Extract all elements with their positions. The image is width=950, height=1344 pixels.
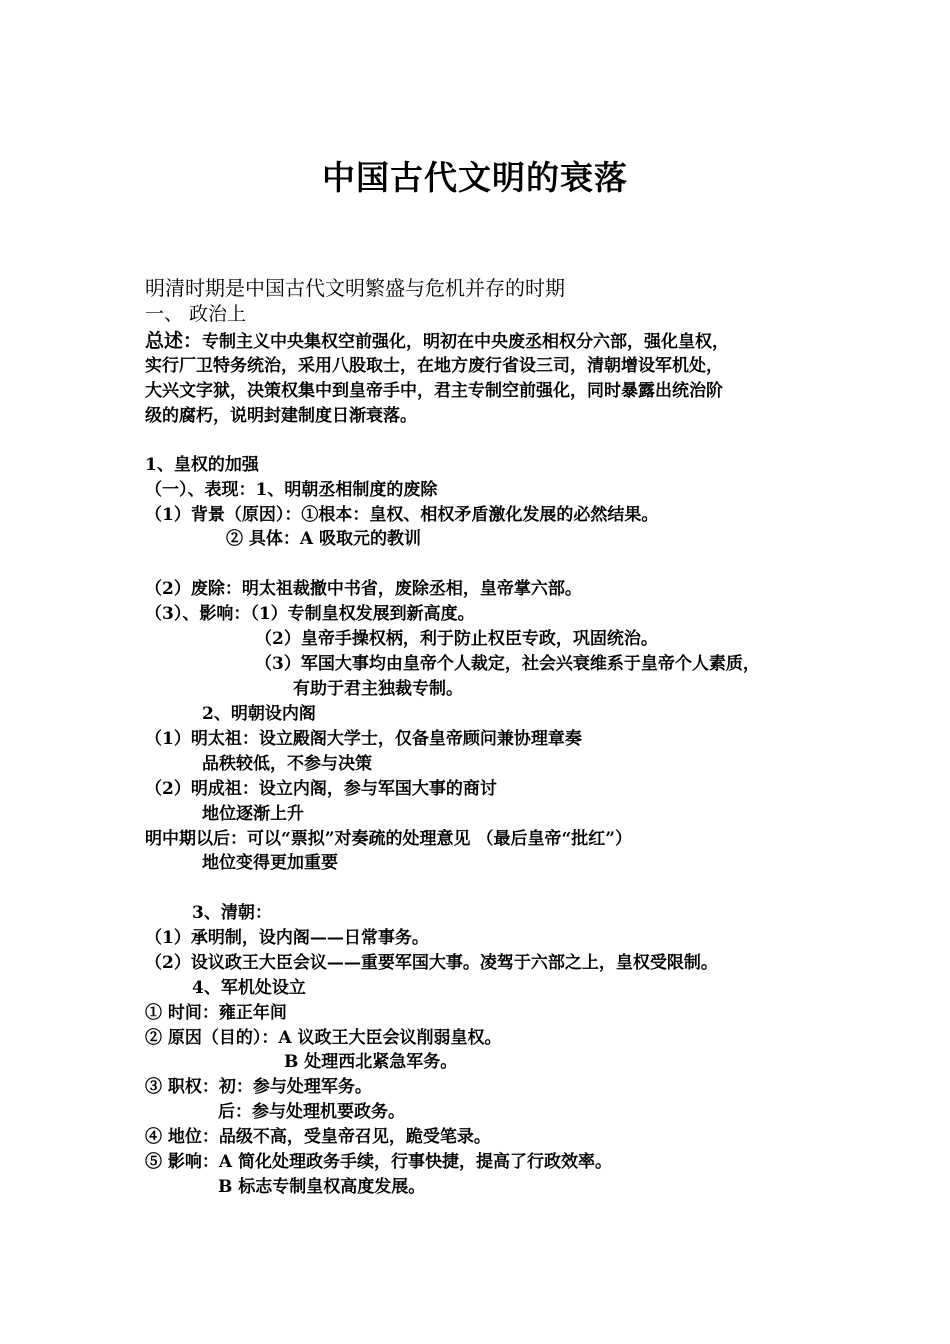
text-line: （2）明成祖：设立内阁，参与军国大事的商讨 — [145, 779, 497, 799]
subheading: 1、皇权的加强 — [145, 455, 259, 475]
text-line: （一）、表现：1、明朝丞相制度的废除 — [145, 480, 438, 500]
subheading: 3、清朝： — [192, 903, 272, 923]
text-line: （3）军国大事均由皇帝个人裁定，社会兴衰维系于皇帝个人素质， — [255, 654, 760, 674]
summary-label: 总述： — [145, 330, 203, 352]
text-line: ⑤ 影响：A 简化处理政务手续，行事快捷，提高了行政效率。 — [145, 1152, 613, 1172]
document-subtitle: 明清时期是中国古代文明繁盛与危机并存的时期 — [145, 276, 565, 300]
text-line: 品秩较低，不参与决策 — [202, 754, 372, 774]
text-line: ③ 职权：初：参与处理军务。 — [145, 1077, 372, 1097]
text-line: （3）、影响：（1）专制皇权发展到新高度。 — [145, 604, 475, 624]
text-line: （1）承明制，设内阁——日常事务。 — [145, 928, 429, 948]
text-line: （1）背景（原因）：①根本：皇权、相权矛盾激化发展的必然结果。 — [145, 505, 659, 525]
text-line: （2）废除：明太祖裁撤中书省，废除丞相，皇帝掌六部。 — [145, 579, 582, 599]
text-line: （1）明太祖：设立殿阁大学士，仅备皇帝顾问兼协理章奏 — [145, 729, 582, 749]
text-line: 地位逐渐上升 — [202, 804, 304, 824]
text-line: 有助于君主独裁专制。 — [293, 679, 463, 699]
text-line: 地位变得更加重要 — [202, 853, 338, 873]
subheading: 2、明朝设内阁 — [202, 704, 316, 724]
text-line: ④ 地位：品级不高，受皇帝召见，跪受笔录。 — [145, 1127, 491, 1147]
text-line: （2）皇帝手操权柄，利于防止权臣专政，巩固统治。 — [255, 629, 658, 649]
text-line: （2）设议政王大臣会议——重要军国大事。凌驾于六部之上，皇权受限制。 — [145, 953, 718, 973]
text-line: ② 具体：A 吸取元的教训 — [226, 529, 422, 549]
summary-line — [145, 329, 729, 355]
summary-line: 级的腐朽，说明封建制度日渐衰落。 — [145, 406, 417, 426]
text-line: B 处理西北紧急军务。 — [284, 1052, 458, 1072]
text-line: 明中期以后：可以“票拟”对奏疏的处理意见 （最后皇帝“批红”） — [145, 829, 633, 849]
summary-line: 大兴文字狱，决策权集中到皇帝手中，君主专制空前强化，同时暴露出统治阶 — [145, 381, 723, 401]
section-heading: 一、 政治上 — [145, 303, 247, 325]
text-line: 后：参与处理机要政务。 — [218, 1102, 405, 1122]
text-line: B 标志专制皇权高度发展。 — [218, 1177, 426, 1197]
document-title: 中国古代文明的衰落 — [322, 158, 628, 197]
text-line: ② 原因（目的）：A 议政王大臣会议削弱皇权。 — [145, 1028, 502, 1048]
subheading: 4、军机处设立 — [192, 978, 306, 998]
summary-line: 实行厂卫特务统治，采用八股取士，在地方废行省设三司，清朝增设军机处， — [145, 356, 723, 376]
summary-text: 专制主义中央集权空前强化，明初在中央废丞相权分六部，强化皇权， — [202, 332, 730, 352]
text-line: ① 时间：雍正年间 — [145, 1003, 287, 1023]
